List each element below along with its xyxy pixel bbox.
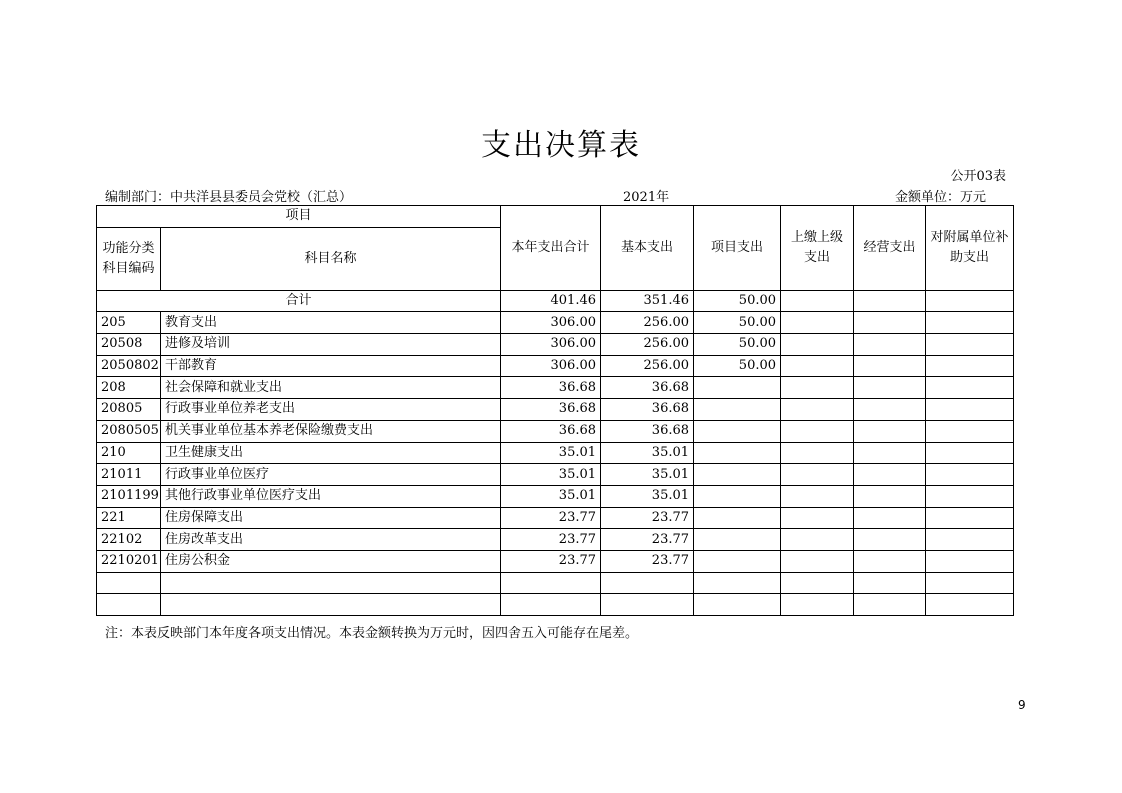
- row-business: [854, 377, 926, 399]
- row-code: 2050802: [97, 355, 161, 377]
- row-business: [854, 399, 926, 421]
- row-code: 22102: [97, 529, 161, 551]
- row-subsidy: [926, 550, 1014, 572]
- table-row: [97, 464, 1014, 486]
- empty-cell: [926, 594, 1014, 616]
- row-upper: [781, 355, 854, 377]
- row-upper: [781, 529, 854, 551]
- row-business: [854, 334, 926, 356]
- row-code: 20805: [97, 399, 161, 421]
- row-upper: [781, 312, 854, 334]
- document-title: 支出决算表: [481, 128, 641, 163]
- row-subject-name: 其他行政事业单位医疗支出: [161, 485, 501, 507]
- empty-cell: [694, 594, 781, 616]
- header-func-code: 功能分类科目编码: [97, 227, 161, 290]
- row-business: [854, 442, 926, 464]
- row-subsidy: [926, 355, 1014, 377]
- row-upper: [781, 420, 854, 442]
- header-upper: 上缴上级支出: [781, 206, 854, 291]
- row-subject-name: 机关事业单位基本养老保险缴费支出: [161, 420, 501, 442]
- row-business: [854, 507, 926, 529]
- row-upper: [781, 464, 854, 486]
- row-subsidy: [926, 420, 1014, 442]
- row-subject-name: 卫生健康支出: [161, 442, 501, 464]
- department-label: 编制部门：中共洋县县委员会党校（汇总）: [105, 190, 353, 205]
- row-basic: 256.00: [601, 312, 694, 334]
- row-upper: [781, 334, 854, 356]
- row-total: 23.77: [501, 507, 601, 529]
- row-basic: 23.77: [601, 507, 694, 529]
- row-project: [694, 464, 781, 486]
- table-row: [97, 442, 1014, 464]
- page-number: 9: [1018, 698, 1026, 712]
- row-project: [694, 507, 781, 529]
- row-basic: 23.77: [601, 550, 694, 572]
- footnote: 注：本表反映部门本年度各项支出情况。本表金额转换为万元时，因四舍五入可能存在尾差。: [105, 626, 639, 641]
- row-total: 35.01: [501, 442, 601, 464]
- row-code: 21011: [97, 464, 161, 486]
- empty-row: [97, 594, 1014, 616]
- row-upper: [781, 377, 854, 399]
- row-total: 306.00: [501, 355, 601, 377]
- header-total: 本年支出合计: [501, 206, 601, 291]
- row-total: 23.77: [501, 529, 601, 551]
- total-row: [97, 290, 1014, 312]
- row-code: 2101199: [97, 485, 161, 507]
- row-basic: 256.00: [601, 355, 694, 377]
- header-project-expense: 项目支出: [694, 206, 781, 291]
- row-subsidy: [926, 442, 1014, 464]
- table-row: [97, 507, 1014, 529]
- row-business: [854, 420, 926, 442]
- row-project: 50.00: [694, 312, 781, 334]
- table-row: [97, 485, 1014, 507]
- total-project: 50.00: [694, 290, 781, 312]
- empty-cell: [97, 572, 161, 594]
- row-project: [694, 550, 781, 572]
- empty-cell: [694, 572, 781, 594]
- row-subject-name: 行政事业单位医疗: [161, 464, 501, 486]
- row-project: [694, 377, 781, 399]
- empty-cell: [854, 572, 926, 594]
- total-label: 合计: [97, 290, 501, 312]
- row-subject-name: 住房改革支出: [161, 529, 501, 551]
- unit-label: 金额单位：万元: [894, 190, 986, 205]
- table-row: [97, 420, 1014, 442]
- empty-cell: [781, 594, 854, 616]
- row-subsidy: [926, 464, 1014, 486]
- row-basic: 36.68: [601, 377, 694, 399]
- row-project: 50.00: [694, 355, 781, 377]
- row-basic: 35.01: [601, 464, 694, 486]
- row-upper: [781, 485, 854, 507]
- row-project: [694, 529, 781, 551]
- row-upper: [781, 399, 854, 421]
- table-row: [97, 334, 1014, 356]
- row-business: [854, 355, 926, 377]
- row-subsidy: [926, 485, 1014, 507]
- empty-cell: [601, 572, 694, 594]
- row-code: 208: [97, 377, 161, 399]
- row-subsidy: [926, 377, 1014, 399]
- row-code: 205: [97, 312, 161, 334]
- header-subject-name: 科目名称: [161, 227, 501, 290]
- row-upper: [781, 442, 854, 464]
- table-code: 公开03表: [950, 169, 1006, 184]
- total-subsidy: [926, 290, 1014, 312]
- row-subsidy: [926, 507, 1014, 529]
- row-subject-name: 社会保障和就业支出: [161, 377, 501, 399]
- table-row: [97, 550, 1014, 572]
- row-project: 50.00: [694, 334, 781, 356]
- empty-cell: [161, 572, 501, 594]
- row-upper: [781, 550, 854, 572]
- empty-cell: [501, 594, 601, 616]
- row-subsidy: [926, 312, 1014, 334]
- header-business: 经营支出: [854, 206, 926, 291]
- row-business: [854, 485, 926, 507]
- row-basic: 36.68: [601, 420, 694, 442]
- row-business: [854, 529, 926, 551]
- row-total: 306.00: [501, 334, 601, 356]
- row-total: 35.01: [501, 485, 601, 507]
- row-subject-name: 教育支出: [161, 312, 501, 334]
- row-upper: [781, 507, 854, 529]
- total-business: [854, 290, 926, 312]
- empty-row: [97, 572, 1014, 594]
- row-subject-name: 住房保障支出: [161, 507, 501, 529]
- table-row: [97, 355, 1014, 377]
- row-basic: 35.01: [601, 485, 694, 507]
- row-code: 210: [97, 442, 161, 464]
- row-project: [694, 442, 781, 464]
- row-total: 23.77: [501, 550, 601, 572]
- table-row: [97, 399, 1014, 421]
- row-code: 2210201: [97, 550, 161, 572]
- row-total: 35.01: [501, 464, 601, 486]
- empty-cell: [926, 572, 1014, 594]
- row-subject-name: 进修及培训: [161, 334, 501, 356]
- empty-cell: [161, 594, 501, 616]
- row-business: [854, 464, 926, 486]
- row-subject-name: 干部教育: [161, 355, 501, 377]
- empty-cell: [781, 572, 854, 594]
- row-project: [694, 420, 781, 442]
- expenditure-table: [96, 205, 1014, 616]
- empty-cell: [854, 594, 926, 616]
- row-total: 36.68: [501, 399, 601, 421]
- row-basic: 36.68: [601, 399, 694, 421]
- row-subject-name: 住房公积金: [161, 550, 501, 572]
- row-total: 36.68: [501, 420, 601, 442]
- row-subsidy: [926, 334, 1014, 356]
- table-row: [97, 377, 1014, 399]
- row-business: [854, 312, 926, 334]
- row-basic: 256.00: [601, 334, 694, 356]
- row-code: 2080505: [97, 420, 161, 442]
- table-row: [97, 529, 1014, 551]
- row-basic: 35.01: [601, 442, 694, 464]
- total-amount: 401.46: [501, 290, 601, 312]
- table-row: [97, 312, 1014, 334]
- row-subject-name: 行政事业单位养老支出: [161, 399, 501, 421]
- row-project: [694, 485, 781, 507]
- row-project: [694, 399, 781, 421]
- row-total: 36.68: [501, 377, 601, 399]
- total-upper: [781, 290, 854, 312]
- row-subsidy: [926, 399, 1014, 421]
- row-basic: 23.77: [601, 529, 694, 551]
- row-subsidy: [926, 529, 1014, 551]
- row-total: 306.00: [501, 312, 601, 334]
- row-business: [854, 550, 926, 572]
- year-label: 2021年: [623, 190, 670, 205]
- header-basic: 基本支出: [601, 206, 694, 291]
- empty-cell: [97, 594, 161, 616]
- empty-cell: [601, 594, 694, 616]
- row-code: 221: [97, 507, 161, 529]
- row-code: 20508: [97, 334, 161, 356]
- total-basic: 351.46: [601, 290, 694, 312]
- header-project: 项目: [97, 206, 501, 228]
- empty-cell: [501, 572, 601, 594]
- header-subsidy: 对附属单位补助支出: [926, 206, 1014, 291]
